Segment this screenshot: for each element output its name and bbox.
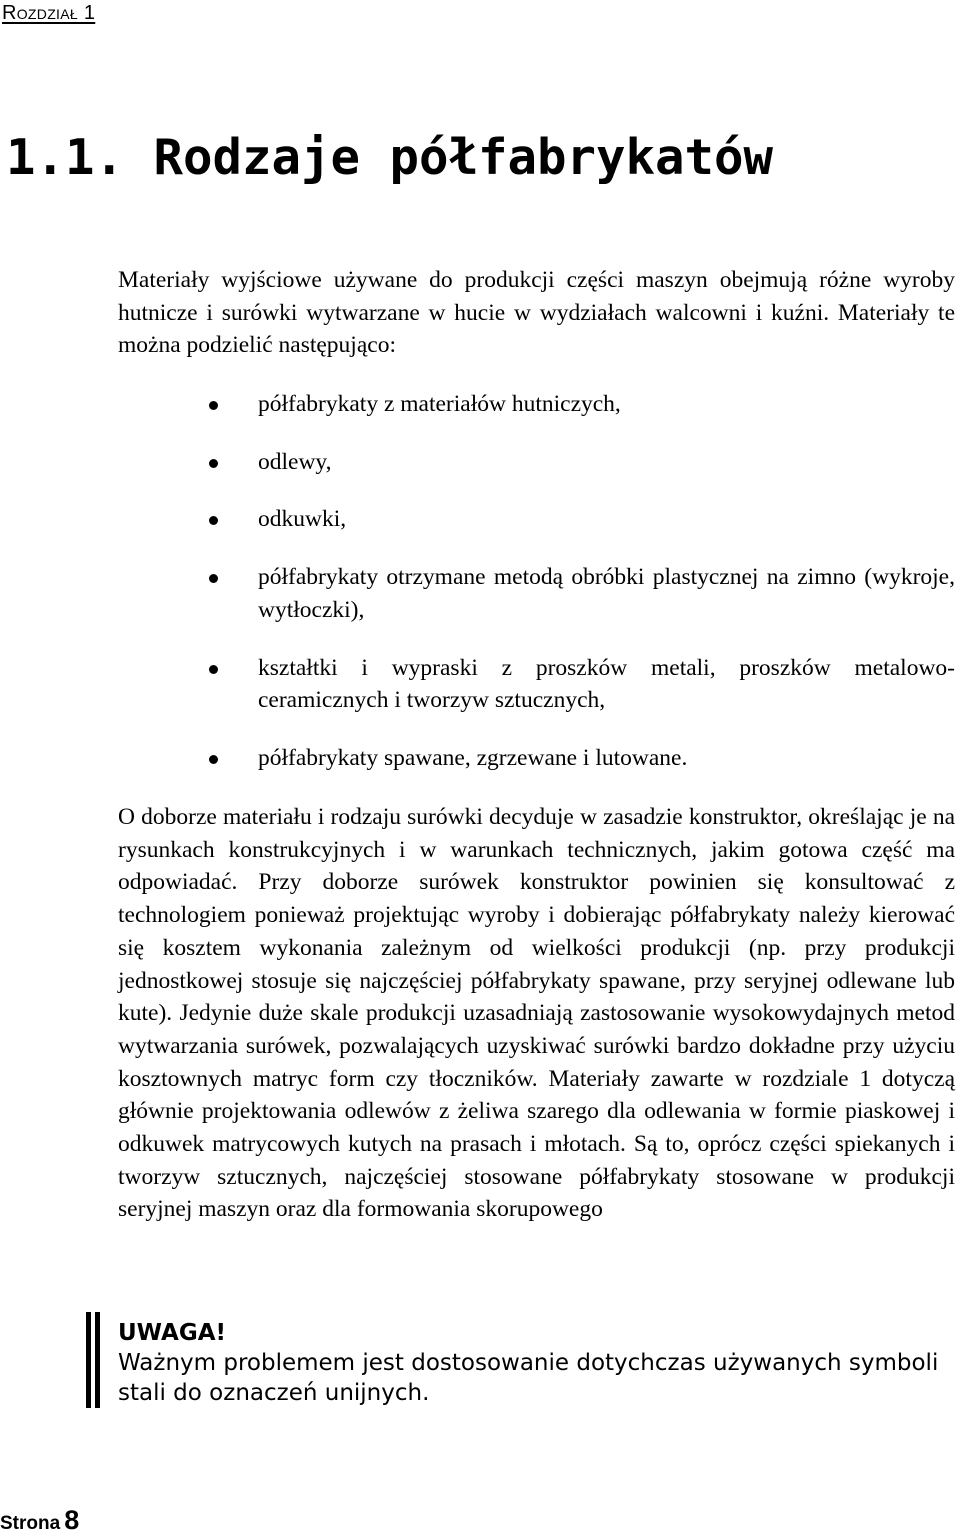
list-item-text: odlewy,	[258, 448, 332, 475]
bullet-icon	[209, 401, 218, 410]
list-item	[0, 446, 955, 479]
list-item	[0, 742, 955, 775]
list-item-text: kształtki i wypraski z proszków metali, proszków metalowo-ceramicznych i tworzyw sztucznych,	[258, 654, 955, 714]
list-item	[0, 561, 955, 626]
page-number: 8	[64, 1505, 80, 1535]
list-item-text: półfabrykaty z materiałów hutniczych,	[258, 391, 621, 417]
note-marker-icon	[86, 1312, 104, 1408]
bullet-icon	[209, 755, 218, 764]
list-item	[0, 652, 955, 717]
intro-paragraph: Materiały wyjściowe używane do produkcji części maszyn obejmują różne wyroby hutnicze i surówki wytwarzane w hucie w wydziałach walcowni i kuźni. Materiały te można podzielić następująco:	[118, 267, 955, 359]
page-footer	[0, 1505, 79, 1536]
bullet-icon	[209, 665, 218, 674]
section-title: 1.1. Rodzaje półfabrykatów	[6, 129, 774, 186]
main-paragraph: O doborze materiału i rodzaju surówki decyduje w zasadzie konstruktor, określając je na rysunkach konstrukcyjnych i w warunkach technicznych, jakim gotowa część ma odpowiadać. Przy doborze surówek konstruktor powinien się konsultować z technologiem ponieważ projektując wyroby i dobierając półfabrykaty należy kierować się kosztem wykonania zależnym od wielkości produkcji (np. przy produkcji jednostkowej stosuje się najczęściej półfabrykaty spawane, przy seryjnej odlewane lub kute). Jedynie duże skale produkcji uzasadniają zastosowanie wysokowydajnych metod wytwarzania surówek, pozwalających uzyskiwać surówki bardzo dokładne przy użyciu kosztownych matryc form czy tłoczników. Materiały zawarte w rozdziale 1 dotyczą głównie projektowania odlewów z żeliwa szarego dla odlewania w formie piaskowej i odkuwek matrycowych kutych na prasach i młotach. Są to, oprócz części spiekanych i tworzyw sztucznych, najczęściej stosowane półfabrykaty stosowane w produkcji seryjnej maszyn oraz dla formowania skorupowego	[118, 804, 955, 1223]
list-item-text: odkuwki,	[258, 506, 347, 533]
page-label: Strona	[0, 1513, 61, 1534]
chapter-header: Rozdział 1	[2, 2, 96, 24]
bullet-icon	[209, 574, 218, 583]
list-item-text: półfabrykaty otrzymane metodą obróbki plastycznej na zimno (wykroje, wytłoczki),	[258, 564, 955, 623]
note-title: UWAGA!	[118, 1320, 226, 1346]
note-text: Ważnym problemem jest dostosowanie dotychczas używanych symboli stali do oznaczeń unijnych.	[118, 1350, 939, 1406]
list-item	[0, 503, 955, 536]
note-box	[118, 1318, 948, 1408]
bullet-list	[0, 388, 960, 800]
bullet-icon	[209, 516, 218, 525]
bullet-icon	[209, 459, 218, 468]
list-item	[0, 388, 955, 421]
list-item-text: półfabrykaty spawane, zgrzewane i lutowane.	[258, 744, 688, 771]
